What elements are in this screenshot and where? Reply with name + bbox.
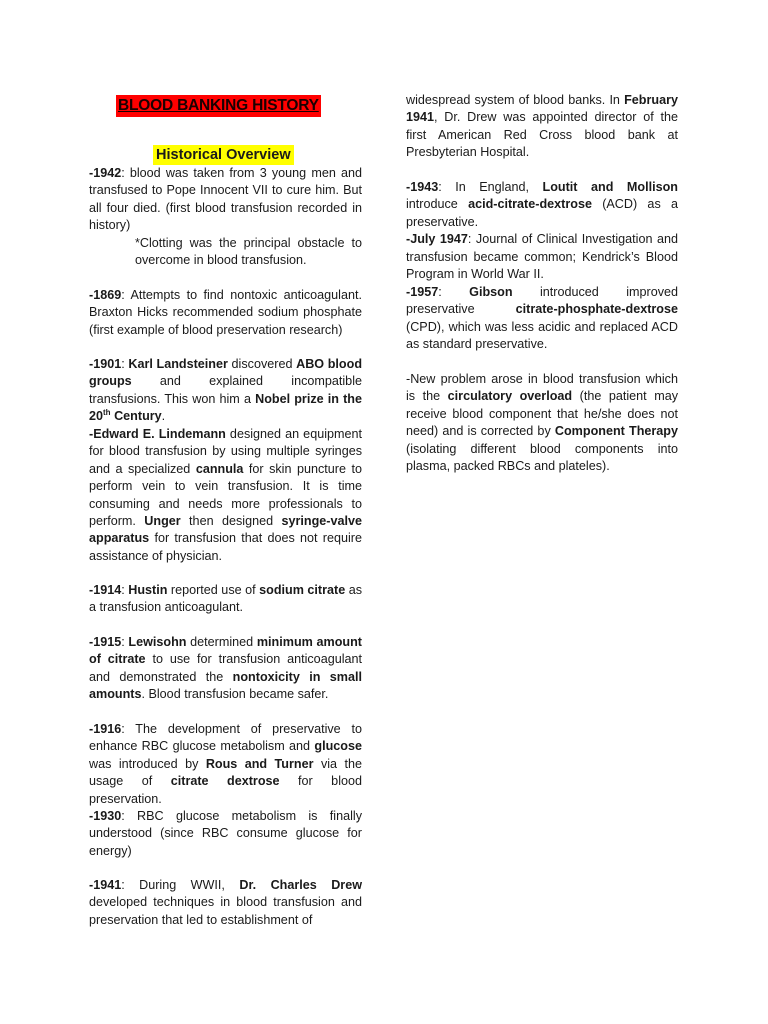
entry-highlight: -Edward E. Lindemann <box>89 427 226 441</box>
entry-year: -1941 <box>89 878 122 892</box>
entry-body: : Journal of Clinical Investigation and transfusion became common; Kendrick’s Blood Program in World War II. <box>406 232 678 282</box>
entry-highlight: Nobel prize in the 20 <box>89 391 362 424</box>
entry-text <box>89 877 362 929</box>
entry-highlight: Hustin <box>128 583 168 597</box>
entry-year: -July 1947 <box>406 232 468 247</box>
entry-year: -1916 <box>89 722 122 736</box>
entry-body: via the usage of <box>89 756 362 789</box>
entry-body: introduced improved preservative <box>406 285 679 317</box>
entry-body: : <box>121 583 129 597</box>
entry-highlight: Dr. Charles Drew <box>239 878 362 892</box>
entry-highlight: citrate-phosphate-dextrose <box>515 302 678 317</box>
entry-body: : Attempts to find nontoxic anticoagulant. Braxton Hicks recommended sodium phosphate (first example of blood preservation research) <box>89 288 362 337</box>
entry-body: : <box>438 285 470 299</box>
entry-1914 <box>89 582 362 617</box>
entry-body: introduce <box>406 197 469 212</box>
entry-year: -1930 <box>89 809 122 823</box>
entry-highlight: Century <box>110 409 162 424</box>
entry-body: designed an equipment for blood transfusion by using multiple syringes and a specialized <box>89 427 362 476</box>
entry-text <box>406 231 678 283</box>
entry-year: -1901 <box>89 357 122 371</box>
entry-1943 <box>406 179 678 283</box>
entry-highlight: sodium citrate <box>259 583 346 597</box>
entry-body: . <box>161 409 166 424</box>
entry-body: : During WWII, <box>121 878 240 892</box>
entry-text <box>89 721 362 808</box>
entry-body: (ACD) as a preservative. <box>406 197 678 229</box>
entry-1916 <box>89 721 362 808</box>
entry-text <box>406 92 678 162</box>
entry-body: was introduced by <box>89 756 206 771</box>
entry-highlight: Component Therapy <box>554 424 678 439</box>
entry-1930 <box>89 808 362 860</box>
entry-text <box>406 371 678 475</box>
entry-body: as a transfusion anticoagulant. <box>89 583 363 615</box>
entry-highlight: minimum amount of citrate <box>89 635 362 667</box>
entry-highlight: nontoxicity in small amounts <box>89 669 362 702</box>
entry-1957 <box>406 284 678 354</box>
entry-body: and explained incompatible transfusions. This won him a <box>89 374 362 406</box>
entry-highlight: ABO blood groups <box>89 357 363 389</box>
entry-1901 <box>89 356 362 426</box>
entry-body: then designed <box>180 514 282 529</box>
entry-text <box>406 284 678 354</box>
entry-body: for blood preservation. <box>89 774 362 806</box>
entry-highlight: Loutit and Mollison <box>542 180 678 194</box>
entry-body: for transfusion that does not require assistance of physician. <box>89 531 362 563</box>
entry-year: -1869 <box>89 288 122 302</box>
entry-1869 <box>89 287 362 339</box>
entry-body: : blood was taken from 3 young men and transfused to Pope Innocent VII to cure him. But all four died. (first blood transfusion recorded in history) <box>89 166 362 233</box>
entry-1915 <box>89 634 362 704</box>
entry-body: to use for transfusion anticoagulant and demonstrated the <box>89 652 363 684</box>
entry-note: *Clotting was the principal obstacle to overcome in blood transfusion. <box>135 235 362 268</box>
entry-year: -1914 <box>89 583 122 597</box>
entry-highlight: syringe-valve apparatus <box>89 514 362 546</box>
entry-body: (isolating different blood components into plasma, packed RBCs and plateles). <box>406 441 678 474</box>
entry-year: -1942 <box>89 166 122 180</box>
entry-text <box>89 426 362 565</box>
entry-highlight: circulatory overload <box>447 389 573 404</box>
entry-body: widespread system of blood banks. In <box>406 93 625 107</box>
entry-text <box>89 808 362 860</box>
entry-text <box>89 356 362 426</box>
entry-highlight: glucose <box>314 739 362 754</box>
entry-highlight: cannula <box>195 461 244 476</box>
entry-1941 <box>89 877 362 929</box>
entry-year: -1957 <box>406 285 439 299</box>
entry-year: -1915 <box>89 635 122 649</box>
entry-body: -New problem arose in blood transfusion which is the <box>406 372 678 404</box>
entry-1942 <box>89 165 362 269</box>
entry-body: developed techniques in blood transfusion and preservation that led to establishment of <box>89 895 362 927</box>
entry-text <box>89 582 362 617</box>
entry-highlight: Gibson <box>469 285 513 299</box>
entry-circulatory-overload <box>406 371 678 475</box>
entry-body: discovered <box>227 357 297 371</box>
entry-lindemann <box>89 426 362 565</box>
entry-text <box>89 634 362 704</box>
entry-text <box>89 165 362 235</box>
entry-body: (the patient may receive blood component that he/she does not need) and is corrected by <box>406 389 678 439</box>
entry-year: -1943 <box>406 180 439 194</box>
entry-highlight: acid-citrate-dextrose <box>468 197 592 212</box>
entry-text <box>89 287 362 339</box>
entry-highlight: Unger <box>144 514 181 529</box>
entry-body: , Dr. Drew was appointed director of the first American Red Cross blood bank at Presbyterian Hospital. <box>406 110 678 160</box>
entry-body: : <box>121 357 129 371</box>
superscript: th <box>103 408 111 418</box>
entry-body: : <box>121 635 129 649</box>
section-title: Historical Overview <box>153 145 294 165</box>
entry-body: : RBC glucose metabolism is finally understood (since RBC consume glucose for energy) <box>89 809 362 858</box>
entry-body: (CPD), which was less acidic and replaced ACD as standard preservative. <box>406 319 678 352</box>
entry-text <box>406 179 678 231</box>
entry-highlight: citrate dextrose <box>170 774 280 789</box>
entry-body: . Blood transfusion became safer. <box>141 687 329 702</box>
entry-1941-continued <box>406 92 678 162</box>
document-title: BLOOD BANKING HISTORY <box>116 95 321 117</box>
entry-highlight: Rous and Turner <box>205 756 314 771</box>
entry-body: for skin puncture to perform vein to vein transfusion. It is time consuming and needs more professionals to perform. <box>89 461 362 529</box>
entry-highlight: February 1941 <box>406 93 678 125</box>
entry-body: : The development of preservative to enhance RBC glucose metabolism and <box>89 722 362 754</box>
entry-body: : In England, <box>438 180 543 194</box>
entry-highlight: Karl Landsteiner <box>128 357 228 371</box>
entry-body: determined <box>186 635 257 649</box>
entry-body: reported use of <box>167 583 260 597</box>
entry-highlight: Lewisohn <box>128 635 187 649</box>
